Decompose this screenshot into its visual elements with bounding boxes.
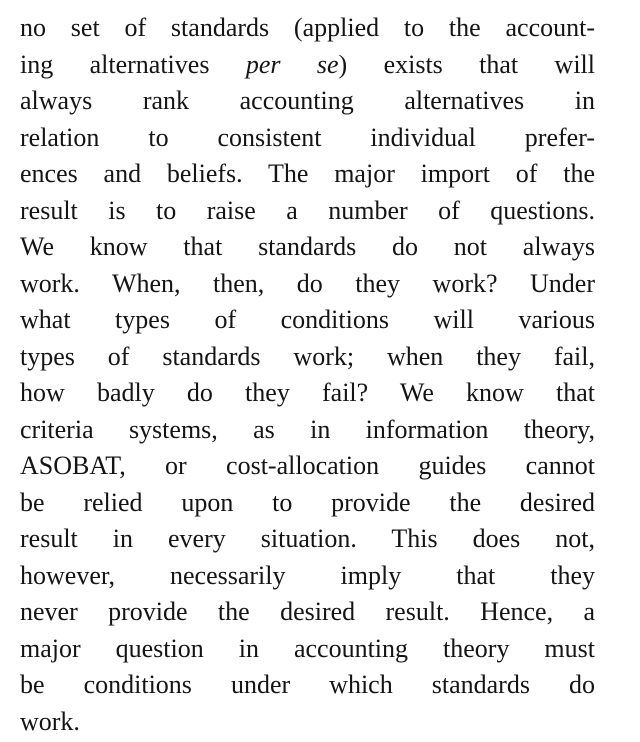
text-line (20, 485, 595, 522)
text-run: criteria systems, as in information theory, (20, 414, 595, 444)
text-line (20, 120, 595, 157)
text-run: major question in accounting theory must (20, 633, 595, 663)
text-run: no set of standards (applied to the account- (20, 13, 595, 42)
text-run: ASOBAT, or cost-allocation guides cannot (20, 451, 595, 480)
text-line (20, 631, 595, 668)
text-run: however, necessarily imply that they (20, 560, 595, 590)
text-line (20, 667, 595, 704)
text-run: never provide the desired result. Hence, a (20, 597, 595, 626)
text-run: always rank accounting alternatives in (20, 86, 595, 115)
text-run: result is to raise a number of questions. (20, 195, 595, 225)
text-run: what types of conditions will various (20, 305, 595, 334)
text-line (20, 339, 595, 376)
text-run: result in every situation. This does not, (20, 524, 595, 553)
text-line (20, 521, 595, 558)
text-run: be conditions under which standards do (20, 670, 595, 699)
text-run: be relied upon to provide the desired (20, 487, 595, 517)
text-line (20, 229, 595, 266)
text-line (20, 10, 595, 47)
text-line (20, 448, 595, 485)
body-paragraph (20, 10, 595, 740)
document-page (20, 10, 595, 740)
text-run: work. When, then, do they work? Under (20, 268, 595, 298)
text-run: ences and beliefs. The major import of the (20, 159, 595, 188)
text-run: ) exists that will (338, 49, 595, 79)
text-line (20, 558, 595, 595)
text-run: We know that standards do not always (20, 232, 595, 261)
text-line (20, 47, 595, 84)
italic-phrase: per se (245, 49, 339, 79)
text-line (20, 156, 595, 193)
text-run: work. (20, 706, 80, 736)
text-run: types of standards work; when they fail, (20, 341, 595, 371)
text-line (20, 83, 595, 120)
text-line (20, 704, 595, 741)
text-run: how badly do they fail? We know that (20, 378, 595, 407)
text-line (20, 412, 595, 449)
text-line (20, 193, 595, 230)
text-line (20, 266, 595, 303)
text-run: relation to consistent individual prefer- (20, 122, 595, 152)
text-line (20, 302, 595, 339)
text-line (20, 594, 595, 631)
text-run: ing alternatives (20, 49, 246, 79)
text-line (20, 375, 595, 412)
